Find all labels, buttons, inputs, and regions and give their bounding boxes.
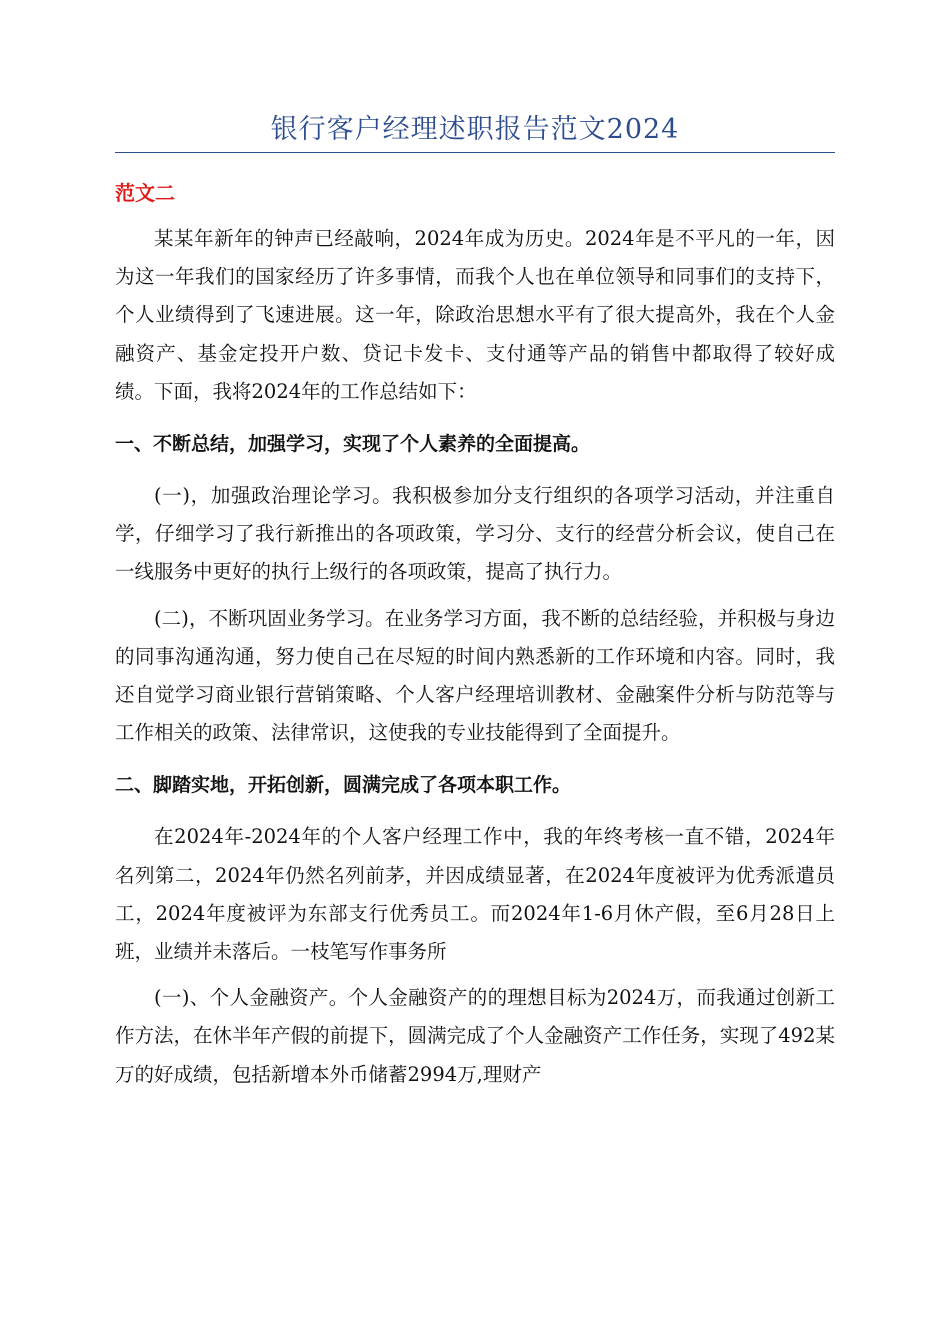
section-1-heading: 一、不断总结，加强学习，实现了个人素养的全面提高。: [115, 433, 591, 456]
section-2-heading: 二、脚踏实地，开拓创新，圆满完成了各项本职工作。: [115, 774, 572, 797]
section-1-paragraph-2: (二)，不断巩固业务学习。在业务学习方面，我不断的总结经验，并积极与身边的同事沟通沟通，努力使自己在尽短的时间内熟悉新的工作环境和内容。同时，我还自觉学习商业银行营销策略、个人客户经理培训教材、金融案件分析与防范等与工作相关的政策、法律常识，这使我的专业技能得到了全面提升。: [115, 606, 835, 745]
document-body: [115, 176, 835, 1102]
document-title: 银行客户经理述职报告范文2024: [270, 114, 680, 145]
title-block: [115, 112, 835, 153]
section-2-paragraph-2: (一)、个人金融资产。个人金融资产的的理想目标为2024万，而我通过创新工作方法，在休半年产假的前提下，圆满完成了个人金融资产工作任务，实现了492某万的好成绩，包括新增本外币储蓄2994万,理财产: [115, 986, 835, 1086]
sample-subheading: 范文二: [115, 181, 175, 205]
section-2-paragraph-1: 在2024年-2024年的个人客户经理工作中，我的年终考核一直不错，2024年名列第二，2024年仍然名列前茅，并因成绩显著，在2024年度被评为优秀派遣员工，2024年度被评为东部支行优秀员工。而2024年1-6月休产假，至6月28日上班，业绩并未落后。一枝笔写作事务所: [115, 825, 835, 964]
section-1-paragraph-1: (一)，加强政治理论学习。我积极参加分支行组织的各项学习活动，并注重自学，仔细学习了我行新推出的各项政策，学习分、支行的经营分析会议，使自己在一线服务中更好的执行上级行的各项政策，提高了执行力。: [115, 484, 835, 584]
intro-paragraph: 某某年新年的钟声已经敲响，2024年成为历史。2024年是不平凡的一年，因为这一年我们的国家经历了许多事情，而我个人也在单位领导和同事们的支持下，个人业绩得到了飞速进展。这一年，除政治思想水平有了很大提高外，我在个人金融资产、基金定投开户数、贷记卡发卡、支付通等产品的销售中都取得了较好成绩。下面，我将2024年的工作总结如下：: [115, 227, 835, 403]
